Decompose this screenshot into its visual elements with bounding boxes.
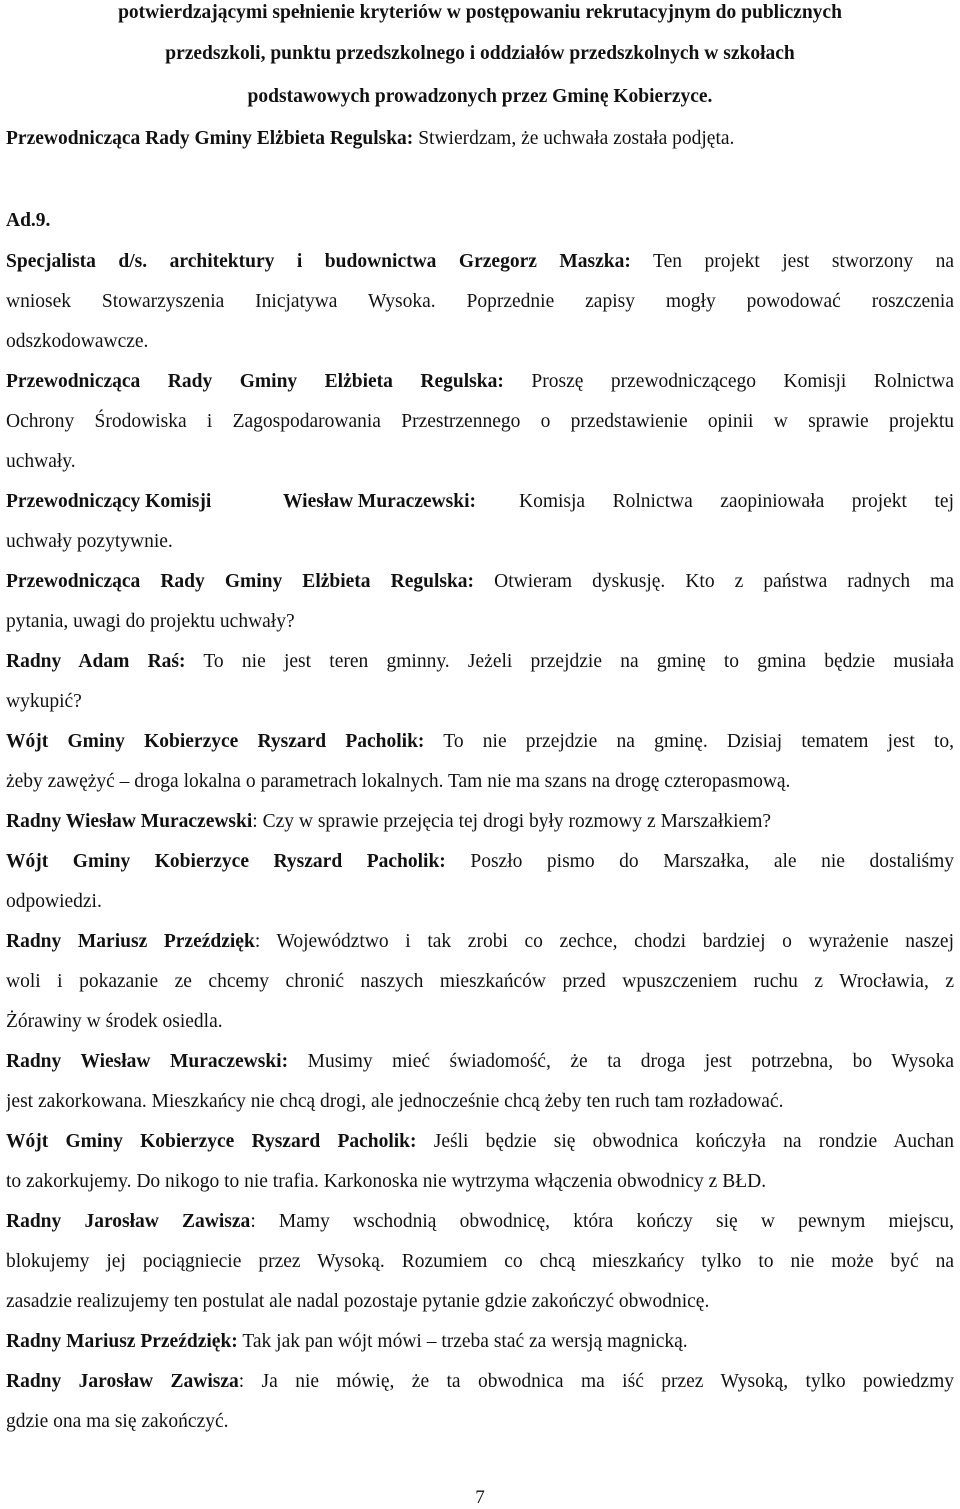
statement-text: : Ja nie mówię, że ta obwodnica ma iść przez Wysoką, tylko powiedzmy bbox=[238, 1371, 954, 1392]
paragraph-line bbox=[6, 929, 954, 955]
paragraph-line: uchwały pozytywnie. bbox=[6, 531, 173, 552]
paragraph-line: pytania, uwagi do projektu uchwały? bbox=[6, 611, 295, 632]
paragraph-line: blokujemy jej pociągniecie przez Wysoką. Rozumiem co chcą mieszkańcy tylko to nie może być na bbox=[6, 1251, 954, 1272]
statement-text: Tak jak pan wójt mówi – trzeba stać za wersją magnicką. bbox=[237, 1331, 688, 1352]
speaker-name: Specjalista d/s. architektury i budownictwa Grzegorz Maszka: bbox=[6, 251, 631, 272]
paragraph-line bbox=[6, 1209, 954, 1235]
paragraph-line bbox=[6, 126, 954, 152]
speaker-name: Wójt Gminy Kobierzyce Ryszard Pacholik: bbox=[6, 851, 446, 872]
speaker-name: Radny Mariusz Przeździęk bbox=[6, 931, 255, 952]
paragraph-line: uchwały. bbox=[6, 451, 76, 472]
paragraph-line: Ochrony Środowiska i Zagospodarowania Przestrzennego o przedstawienie opinii w sprawie projektu bbox=[6, 411, 954, 432]
paragraph-line bbox=[6, 369, 954, 395]
paragraph-line bbox=[6, 1129, 954, 1155]
statement-text: : Województwo i tak zrobi co zechce, chodzi bardziej o wyrażenie naszej bbox=[254, 931, 954, 952]
speaker-name: Wójt Gminy Kobierzyce Ryszard Pacholik: bbox=[6, 731, 425, 752]
paragraph-line bbox=[6, 569, 954, 595]
statement-text: Jeśli będzie się obwodnica kończyła na rondzie Auchan bbox=[416, 1131, 954, 1152]
paragraph-line: odpowiedzi. bbox=[6, 891, 102, 912]
statement-text: Musimy mieć świadomość, że ta droga jest potrzebna, bo Wysoka bbox=[288, 1051, 954, 1072]
speaker-name: Przewodnicząca Rady Gminy Elżbieta Regulska: bbox=[6, 128, 414, 149]
agenda-item-label: Ad.9. bbox=[6, 210, 51, 231]
statement-text: Komisja Rolnictwa zaopiniowała projekt tej bbox=[519, 491, 954, 512]
paragraph-line bbox=[6, 849, 954, 875]
statement-text: Poszło pismo do Marszałka, ale nie dostaliśmy bbox=[445, 851, 954, 872]
statement-text: Otwieram dyskusję. Kto z państwa radnych ma bbox=[474, 571, 954, 592]
statement-text: Proszę przewodniczącego Komisji Rolnictwa bbox=[503, 371, 954, 392]
speaker-name: Przewodniczący Komisji bbox=[6, 491, 212, 512]
statement-text: : Czy w sprawie przejęcia tej drogi były rozmowy z Marszałkiem? bbox=[252, 811, 772, 832]
speaker-name: Wójt Gminy Kobierzyce Ryszard Pacholik: bbox=[6, 1131, 417, 1152]
speaker-name: Przewodnicząca Rady Gminy Elżbieta Regulska: bbox=[6, 571, 475, 592]
statement-text: To nie jest teren gminny. Jeżeli przejdzie na gminę to gmina będzie musiała bbox=[185, 651, 954, 672]
paragraph-line: jest zakorkowana. Mieszkańcy nie chcą drogi, ale jednocześnie chcą żeby ten ruch tam rozładować. bbox=[6, 1091, 784, 1112]
paragraph-line: to zakorkujemy. Do nikogo to nie trafia. Karkonoska nie wytrzyma włączenia obwodnicy z BŁD. bbox=[6, 1171, 767, 1192]
speaker-name: Radny Wiesław Muraczewski bbox=[6, 811, 253, 832]
paragraph-line bbox=[6, 729, 954, 755]
statement-text: Ten projekt jest stworzony na bbox=[630, 251, 954, 272]
heading-line-2: przedszkoli, punktu przedszkolnego i oddziałów przedszkolnych w szkołach bbox=[165, 43, 795, 64]
statement-text: : Mamy wschodnią obwodnicę, która kończy się w pewnym miejscu, bbox=[250, 1211, 954, 1232]
paragraph-line: Żórawiny w środek osiedla. bbox=[6, 1011, 223, 1032]
heading-line-3: podstawowych prowadzonych przez Gminę Kobierzyce. bbox=[247, 86, 713, 107]
paragraph-line bbox=[6, 1049, 954, 1075]
paragraph-line bbox=[6, 489, 954, 515]
paragraph-line bbox=[6, 1369, 954, 1395]
paragraph-line bbox=[6, 809, 954, 835]
paragraph-line bbox=[6, 249, 954, 275]
heading-line-1: potwierdzającymi spełnienie kryteriów w postępowaniu rekrutacyjnym do publicznych bbox=[118, 2, 842, 23]
statement-text: To nie przejdzie na gminę. Dzisiaj tematem jest to, bbox=[424, 731, 954, 752]
paragraph-line: wniosek Stowarzyszenia Inicjatywa Wysoka. Poprzednie zapisy mogły powodować roszczenia bbox=[6, 291, 954, 312]
speaker-name: Wiesław Muraczewski: bbox=[283, 491, 476, 512]
speaker-name: Radny Wiesław Muraczewski: bbox=[6, 1051, 289, 1072]
speaker-name: Radny Mariusz Przeździęk: bbox=[6, 1331, 238, 1352]
speaker-name: Radny Adam Raś: bbox=[6, 651, 186, 672]
paragraph-line: żeby zawężyć – droga lokalna o parametrach lokalnych. Tam nie ma szans na drogę czteropasmową. bbox=[6, 771, 791, 792]
paragraph-line bbox=[6, 649, 954, 675]
paragraph-line: wykupić? bbox=[6, 691, 82, 712]
statement-text: Stwierdzam, że uchwała została podjęta. bbox=[413, 128, 735, 149]
paragraph-line: woli i pokazanie ze chcemy chronić naszych mieszkańców przed wpuszczeniem ruchu z Wrocławia, z bbox=[6, 971, 954, 992]
paragraph-line: zasadzie realizujemy ten postulat ale nadal pozostaje pytanie gdzie zakończyć obwodnicę. bbox=[6, 1291, 710, 1312]
paragraph-line: odszkodowawcze. bbox=[6, 331, 149, 352]
paragraph-line bbox=[6, 1329, 954, 1355]
speaker-name: Radny Jarosław Zawisza bbox=[6, 1211, 251, 1232]
page-number: 7 bbox=[475, 1487, 485, 1508]
paragraph-line: gdzie ona ma się zakończyć. bbox=[6, 1411, 229, 1432]
speaker-name: Przewodnicząca Rady Gminy Elżbieta Regulska: bbox=[6, 371, 504, 392]
speaker-name: Radny Jarosław Zawisza bbox=[6, 1371, 239, 1392]
